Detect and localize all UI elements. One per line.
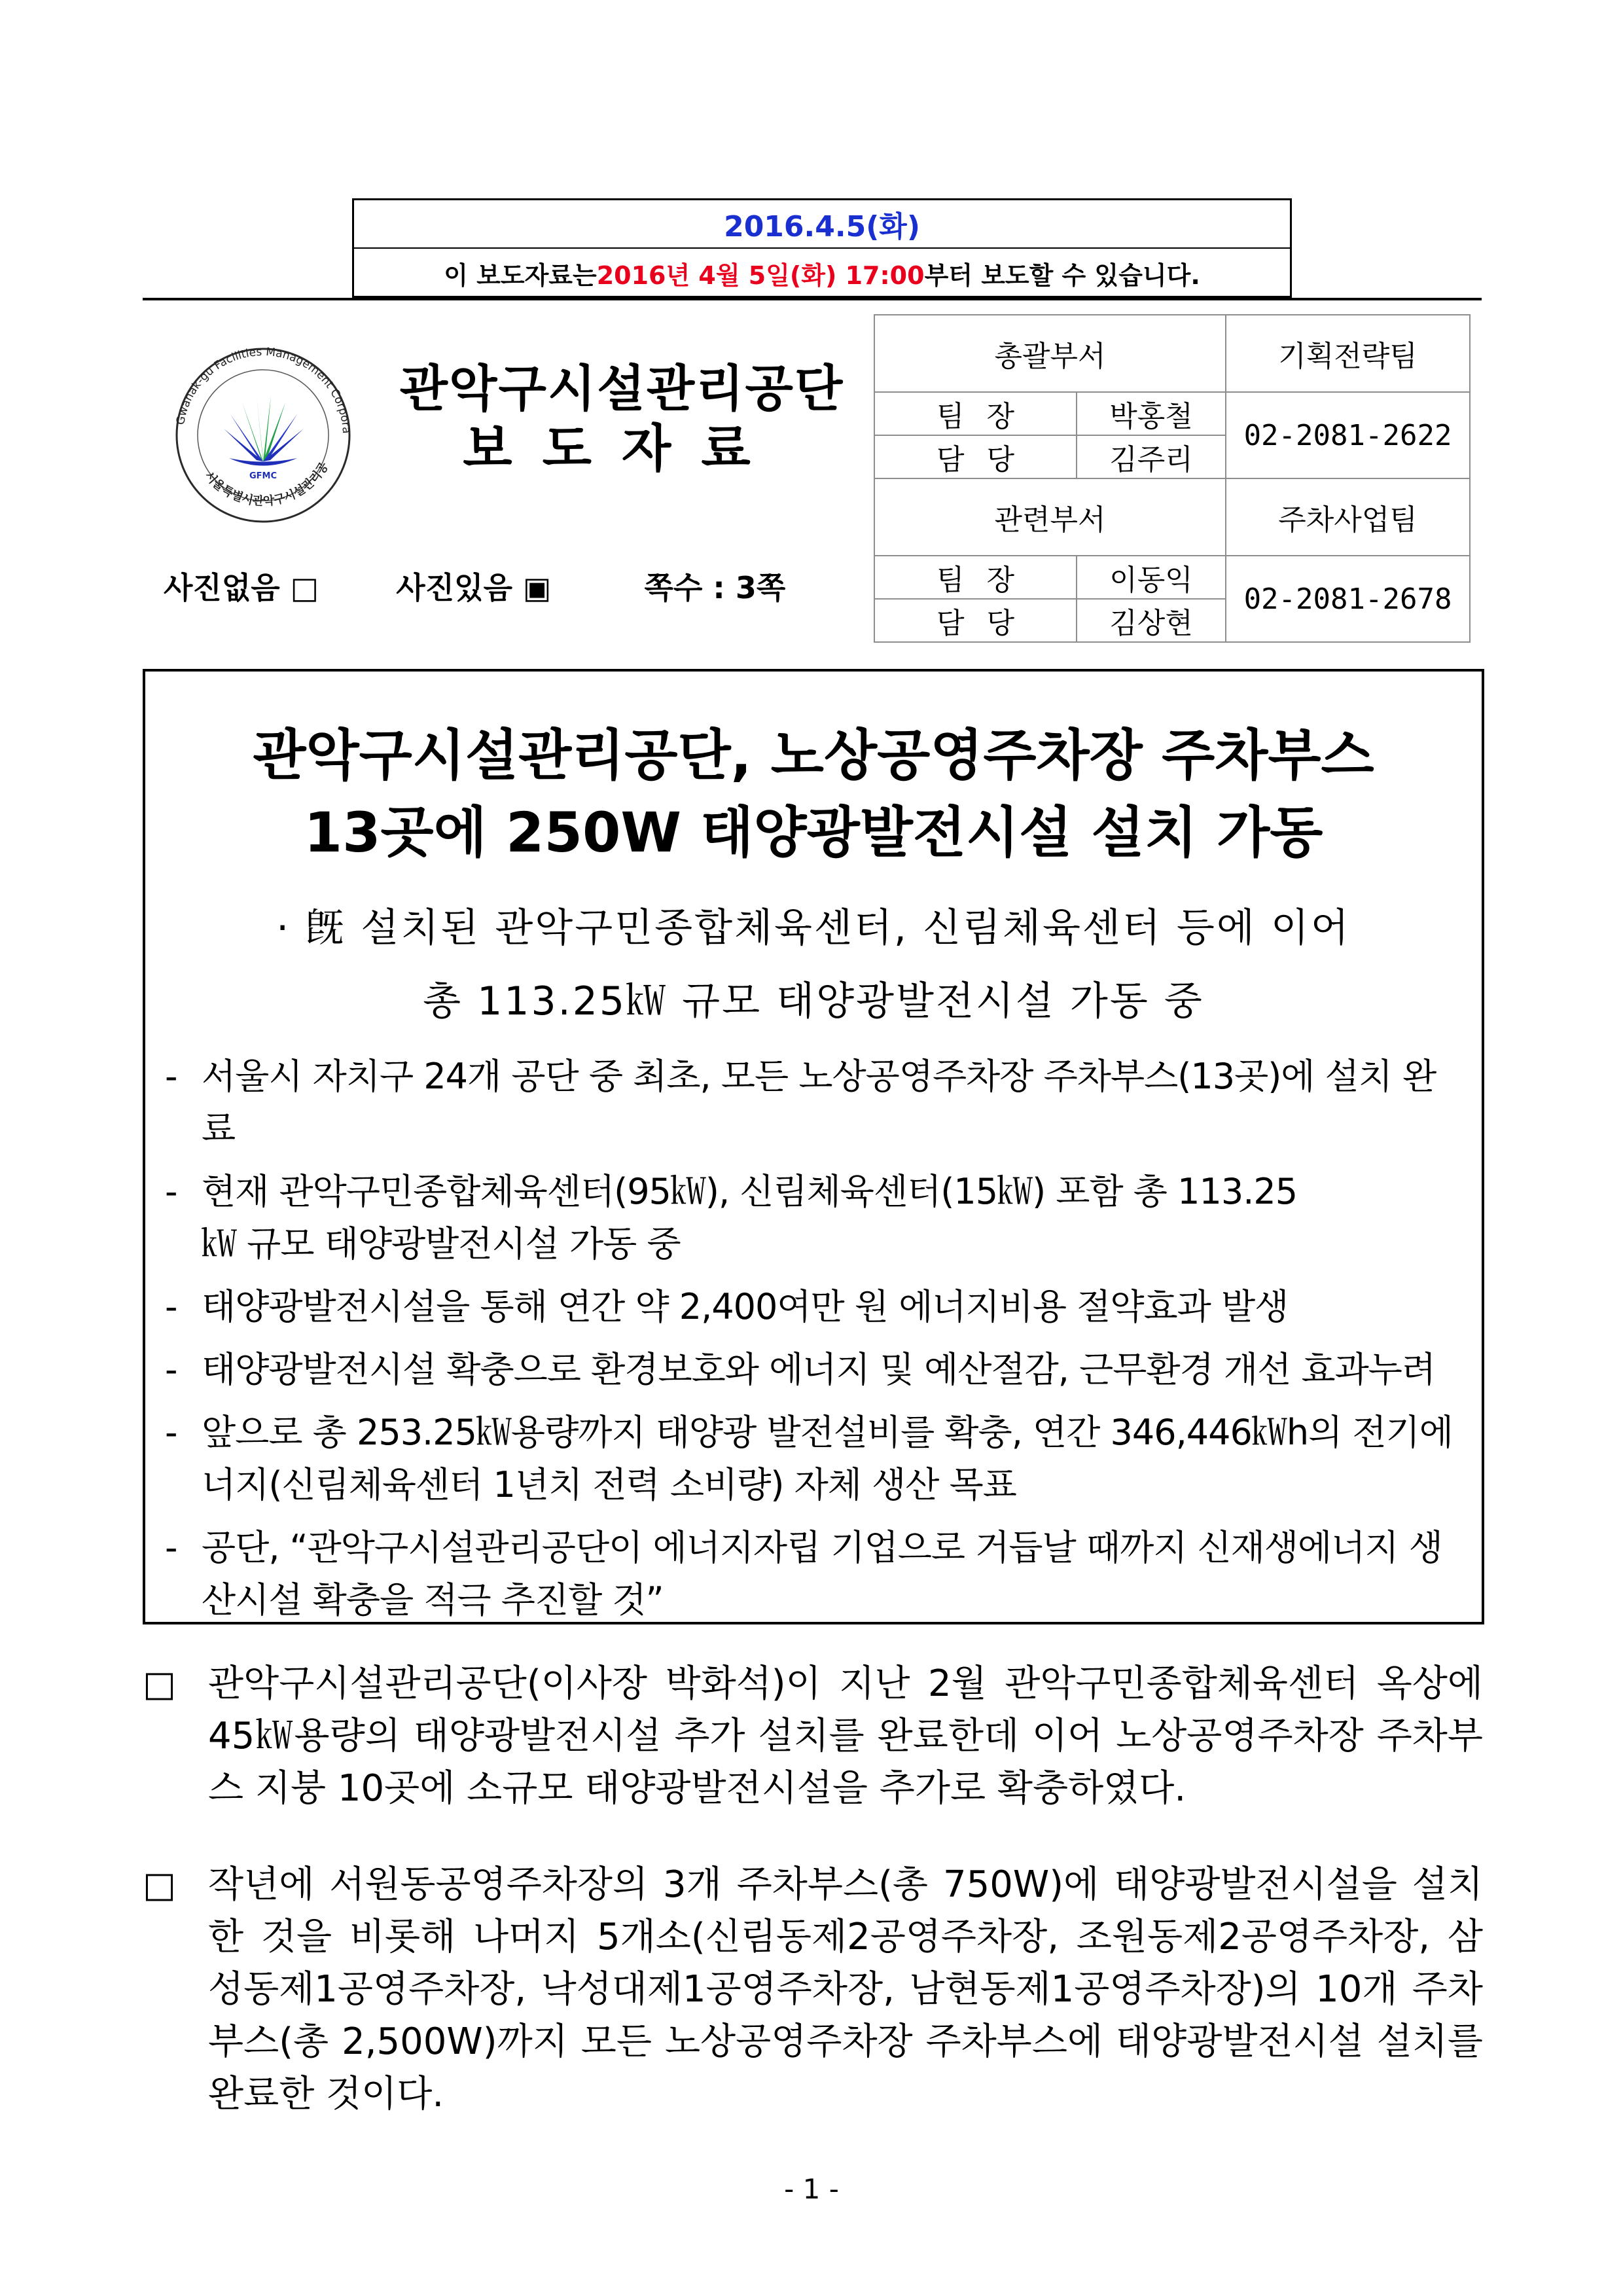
contact-person-row: [874, 392, 1470, 435]
person-title: 담당: [874, 435, 1077, 478]
logo-abbr: GFMC: [249, 471, 277, 481]
bullet-marker: -: [165, 1056, 177, 1097]
person-title: 담당: [874, 599, 1077, 642]
release-date: 2016.4.5(화): [354, 200, 1290, 249]
bullet-marker: -: [165, 1349, 177, 1390]
summary-bullet: [165, 1050, 1467, 1155]
contact-person-row: [874, 556, 1470, 599]
contact-dept-row: [874, 315, 1470, 392]
subheadline-line-1: · 旣 설치된 관악구민종합체육센터, 신림체육센터 등에 이어: [276, 905, 1351, 951]
bullet-text: 태양광발전시설을 통해 연간 약 2,400여만 원 에너지비용 절약효과 발생: [202, 1286, 1289, 1327]
summary-bullet: [165, 1281, 1467, 1333]
page-count-label: 쪽수 : 3쪽: [644, 570, 786, 605]
contact-phone: 02-2081-2622: [1226, 392, 1470, 478]
bullet-text: 공단, “관악구시설관리공단이 에너지자립 기업으로 거듭날 때까지 신재생에너지 생산시설 확충을 적극 추진할 것”: [202, 1527, 1442, 1621]
bullet-marker: -: [165, 1286, 177, 1327]
contact-team: 주차사업팀: [1226, 478, 1470, 556]
bullet-text: 태양광발전시설 확충으로 환경보호와 에너지 및 예산절감, 근무환경 개선 효과누려: [202, 1349, 1436, 1390]
body-paragraph: [143, 1859, 1483, 2121]
summary-bullet: [165, 1344, 1467, 1396]
person-name: 김상현: [1077, 599, 1226, 642]
person-name: 박홍철: [1077, 392, 1226, 435]
embargo-notice: [354, 249, 1290, 297]
headline-line-1: 관악구시설관리공단, 노상공영주차장 주차부스: [253, 723, 1374, 787]
contact-dept-row: [874, 478, 1470, 556]
page-number: - 1 -: [784, 2173, 839, 2205]
paragraph-text: 작년에 서원동공영주차장의 3개 주차부스(총 750W)에 태양광발전시설을 설치한 것을 비롯해 나머지 5개소(신림동제2공영주차장, 조원동제2공영주차장, 삼성동제1공영주차장, 낙성대제1공영주차장, 남현동제1공영주차장)의 10개 주차부스(총 2,500W)까지 모든 노상공영주차장 주차부스에 태양광발전시설 설치를 완료한 것이다.: [208, 1863, 1483, 2115]
bullet-marker: -: [165, 1412, 177, 1453]
person-name: 이동익: [1077, 556, 1226, 599]
gfmc-logo-emblem: [152, 331, 374, 527]
bullet-marker: -: [165, 1171, 177, 1212]
contact-table: [874, 314, 1471, 643]
contact-role: 관련부서: [874, 478, 1226, 556]
summary-bullet: [165, 1407, 1467, 1511]
summary-bullet: [165, 1522, 1467, 1626]
press-release-title: 보도자료: [463, 420, 781, 478]
subheadline: [143, 891, 1484, 1038]
logo-ring-text: Gwanak-gu Facilities Management Corpora: [174, 345, 353, 435]
embargo-suffix: 부터 보도할 수 있습니다.: [924, 260, 1200, 290]
with-photo-label: 사진있음 ▣: [396, 570, 552, 605]
bullet-text: 앞으로 총 253.25㎾용량까지 태양광 발전설비를 확충, 연간 346,446㎾h의 전기에너지(신림체육센터 1년치 전력 소비량) 자체 생산 목표: [202, 1412, 1453, 1505]
bullet-text: 서울시 자치구 24개 공단 중 최초, 모든 노상공영주차장 주차부스(13곳)에 설치 완료: [202, 1056, 1436, 1149]
summary-bullet: [165, 1166, 1467, 1270]
bullet-text: 현재 관악구민종합체육센터(95㎾), 신림체육센터(15㎾) 포함 총 113.25㎾ 규모 태양광발전시설 가동 중: [202, 1171, 1298, 1265]
body-paragraph: [143, 1658, 1483, 1815]
contact-role: 총괄부서: [874, 315, 1226, 392]
header-divider: [143, 298, 1482, 300]
headline: [143, 717, 1484, 871]
release-date-box: [352, 198, 1292, 298]
person-name: 김주리: [1077, 435, 1226, 478]
meta-line: [164, 564, 851, 607]
contact-phone: 02-2081-2678: [1226, 556, 1470, 642]
org-title: 관악구시설관리공단: [399, 359, 844, 418]
embargo-time: 2016년 4월 5일(화) 17:00: [596, 260, 925, 290]
gfmc-logo: [152, 331, 374, 527]
summary-bullets: [165, 1050, 1467, 1637]
paragraph-marker: □: [143, 1663, 177, 1704]
logo-ring-text-ko: 서울특별시관악구시설관리공: [202, 459, 332, 509]
paragraph-marker: □: [143, 1864, 177, 1905]
contact-team: 기획전략팀: [1226, 315, 1470, 392]
sun-rays-icon: [224, 396, 304, 466]
person-title: 팀장: [874, 556, 1077, 599]
person-title: 팀장: [874, 392, 1077, 435]
subheadline-line-2: 총 113.25㎾ 규모 태양광발전시설 가동 중: [423, 978, 1204, 1024]
embargo-prefix: 이 보도자료는: [444, 260, 597, 290]
headline-line-2: 13곳에 250W 태양광발전시설 설치 가동: [304, 800, 1323, 865]
paragraph-text: 관악구시설관리공단(이사장 박화석)이 지난 2월 관악구민종합체육센터 옥상에 45㎾용량의 태양광발전시설 추가 설치를 완료한데 이어 노상공영주차장 주차부스 지붕 10곳에 소규모 태양광발전시설을 추가로 확충하였다.: [208, 1662, 1483, 1810]
no-photo-label: 사진없음 □: [164, 570, 319, 605]
bullet-marker: -: [165, 1527, 177, 1568]
